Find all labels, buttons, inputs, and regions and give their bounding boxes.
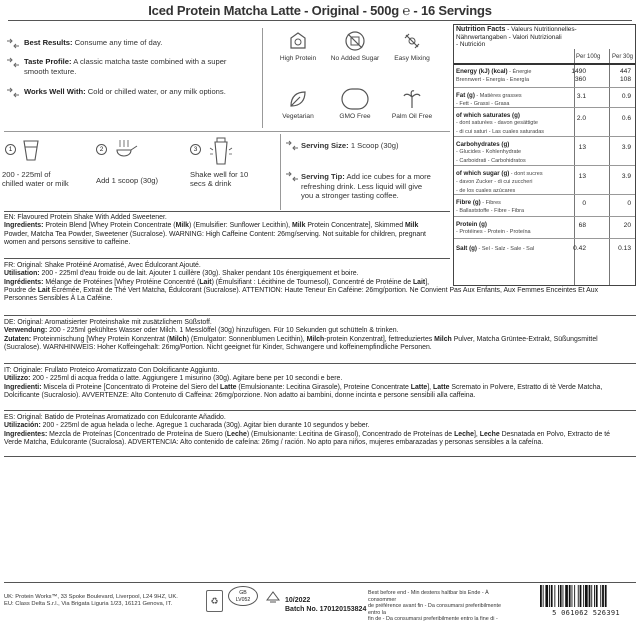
- barcode-bar: [543, 585, 544, 607]
- barcode-bar: [594, 585, 595, 607]
- nutrient-translation: - Glucides - Kohlenhydrate: [456, 149, 522, 156]
- badge-high-protein: [268, 30, 328, 63]
- value-per-30g: 3.9: [621, 144, 631, 151]
- value-per-30g: 447: [619, 68, 631, 75]
- health-mark-country: GB: [239, 590, 247, 596]
- allergen: Milch: [306, 335, 325, 343]
- allergen: Milk: [404, 222, 419, 230]
- section-text: Proteinmischung [Whey Protein Konzentrat (: [31, 335, 170, 343]
- serving-tip-text: refreshing drink. Less liquid will give: [301, 181, 423, 191]
- section-line: ES: Original: Batido de Proteínas Aromatizado con Edulcorante Añadido.: [4, 414, 226, 421]
- nutrient-translation: - dont sucres: [509, 171, 543, 177]
- nutrient-name: Fibre (g): [456, 199, 481, 206]
- barcode-bar: [563, 585, 564, 607]
- nutrient-name: of which saturates (g): [456, 112, 520, 119]
- step-number: 1: [5, 144, 16, 155]
- section-line: (Sucralose). WARNHINWEIS: Hoher Koffeingehalt: 26mg/Portion. Nicht geeignet für Kinder, Schwangere und koffeinempfindliche Personen.: [4, 343, 432, 351]
- serving-tip-text: you a stronger tasting coffee.: [301, 191, 399, 200]
- barcode-bar: [551, 585, 553, 607]
- badge-label: Vegetarian: [282, 113, 314, 120]
- nutrient-translation: - Fett - Grassi - Grasa: [456, 101, 510, 108]
- step-line: chilled water or milk: [2, 179, 69, 188]
- section-label: Ingredients:: [4, 222, 44, 230]
- address-eu: EU: Class Delta S.r.l., Via Brigata Liguria 1/23, 16121 Genova, IT.: [4, 601, 173, 607]
- serving-tip-text: Add ice cubes for a more: [346, 172, 431, 181]
- section-text: Pulver, Matcha Grüntee-Extrakt, Süßungsmittel: [451, 335, 598, 343]
- nutrient-name: of which sugar (g): [456, 170, 510, 177]
- value-per-30g: 0.6: [621, 115, 631, 122]
- nutrition-title: Nutrition Facts: [456, 26, 506, 33]
- nutrition-row-carbohydrates: [454, 138, 635, 166]
- step-line: secs & drink: [190, 179, 232, 188]
- nutrient-translation: - Fibres: [480, 200, 501, 206]
- section-label: Verwendung:: [4, 327, 48, 335]
- nutrient-translation: - dont saturées - davon gesättigte: [456, 120, 538, 127]
- section-divider: [4, 315, 636, 316]
- barcode: [536, 585, 636, 615]
- gmo-free-icon: [341, 88, 369, 110]
- section-line: women and persons sensitive to caffeine.: [4, 238, 131, 246]
- feature-label: Taste Profile:: [24, 57, 72, 66]
- horizontal-divider: [4, 211, 450, 212]
- badge-label: Palm Oil Free: [391, 113, 433, 120]
- allergen: Lait: [199, 278, 212, 286]
- scoop-icon: [112, 138, 138, 162]
- value-per-100g: 13: [578, 173, 586, 180]
- nutrient-translation: - de los cuales azúcares: [456, 187, 516, 194]
- palm-tree-icon: [401, 88, 423, 110]
- feature-text: Consume any time of day.: [74, 38, 163, 47]
- allergen: Leche: [454, 430, 474, 438]
- section-text: (Emulsionante: Lecitina Girasole), Proteine Concentrate: [236, 383, 411, 391]
- section-divider: [4, 363, 636, 364]
- best-before-line: fin de - Da consumarsi preferibilmente entro la fine di -: [368, 616, 498, 623]
- step-line: Add 1 scoop (30g): [96, 176, 159, 185]
- value-per-30g: 20: [623, 222, 631, 229]
- section-line: IT: Originale: Frullato Proteico Aromatizzato Con Dolcificante Aggiunto.: [4, 367, 220, 374]
- nutrient-name: Protein (g): [456, 221, 487, 228]
- frozen-icon: [265, 590, 281, 604]
- column-header-per-100g: Per 100g: [576, 54, 601, 60]
- barcode-bar: [569, 585, 571, 607]
- feature-best-results: [6, 38, 261, 48]
- nutrition-row-fat: [454, 89, 635, 108]
- section-text: ],: [473, 430, 480, 438]
- allergen: Latte: [410, 383, 428, 391]
- serving-size-label: Serving Size:: [301, 141, 349, 150]
- value-per-100g: 360: [574, 76, 586, 83]
- barcode-bar: [600, 585, 601, 607]
- section-text: Desnatada en Polvo, Extracto de té: [499, 430, 610, 438]
- nutrition-row-saturates: [454, 109, 635, 137]
- badge-label: GMO Free: [339, 113, 371, 120]
- section-text: 200 - 225ml di acqua fredda o latte. Aggiungere 1 misurino (30g). Agitare bene per 10 secondi e bere.: [30, 375, 343, 383]
- barcode-bar: [565, 585, 568, 607]
- allergen: Milch: [169, 335, 187, 343]
- section-text: Mezcla de Proteínas [Concentrado de Proteína de Suero (: [47, 430, 227, 438]
- allergen: Lait: [37, 286, 50, 294]
- section-label: Utilisation:: [4, 270, 40, 278]
- step-number: 3: [190, 144, 201, 155]
- feature-text-cont: smooth texture.: [24, 66, 77, 76]
- feature-taste-profile: [6, 57, 261, 76]
- step-line: Shake well for 10: [190, 170, 249, 179]
- nutrient-translation: Brennwert - Energia - Energía: [456, 77, 530, 84]
- section-text: ) (Emulsionante: Lecitina de Girasol), Concentrado de Proteínas de: [246, 430, 455, 438]
- vertical-divider: [262, 28, 263, 128]
- nutrient-name: Energy (kJ) (kcal): [456, 68, 508, 75]
- batch-number: Batch No. 170120153824: [285, 606, 367, 613]
- barcode-bar: [558, 585, 559, 607]
- allergen: Milch: [434, 335, 452, 343]
- section-text: 200 - 225ml gekühltes Wasser oder Milch. 1 Messlöffel (30g) hinzufügen. Für 10 Sekunden gut schütteln & trinken.: [47, 327, 399, 335]
- barcode-bar: [596, 585, 598, 607]
- nutrient-translation: - Énergie: [507, 69, 532, 75]
- protein-icon: [287, 30, 309, 52]
- value-per-30g: 0.9: [621, 93, 631, 100]
- shaker-icon: [208, 136, 234, 166]
- nutrient-name: Carbohydrates (g): [456, 141, 510, 148]
- nutrient-translation: - Sel - Salz - Sale - Sal: [476, 246, 535, 252]
- step-number: 2: [96, 144, 107, 155]
- section-text: 200 - 225ml de agua helada o leche. Agregue 1 cucharada (30g). Agitar bien durante 10 segundos y beber.: [40, 422, 370, 430]
- nutrient-name: Salt (g): [456, 245, 477, 252]
- barcode-bar: [549, 585, 550, 607]
- nutrient-translation: - di cui saturi - Las cuales saturadas: [456, 128, 545, 135]
- barcode-bar: [585, 585, 588, 607]
- nutrition-subtitle: - Nutrición: [456, 41, 486, 48]
- value-per-100g: 13: [578, 144, 586, 151]
- allergen: Leche: [479, 430, 500, 438]
- mixing-icon: [401, 30, 423, 52]
- value-per-100g: 1490: [571, 68, 586, 75]
- step-text: [2, 170, 69, 188]
- section-line: DE: Original: Aromatisierter Proteinshake mit zusätzlichem Süßstoff.: [4, 319, 212, 326]
- allergen: Latte: [220, 383, 237, 391]
- best-before: [368, 590, 513, 623]
- nutrition-subtitle: - Valeurs Nutritionnelles-: [507, 26, 577, 33]
- glass-icon: [20, 138, 42, 162]
- recycle-icon: ♻: [206, 590, 223, 612]
- section-text: Protein Blend [Whey Protein Concentrate (: [43, 222, 176, 230]
- section-line: FR: Original: Shake Protéiné Aromatisé, Avec Édulcorant Ajouté.: [4, 262, 201, 269]
- badge-label: Easy Mixing: [394, 55, 430, 62]
- serving-size-value: 1 Scoop (30g): [350, 141, 399, 150]
- badge-no-added-sugar: [325, 30, 385, 63]
- badge-label: High Protein: [279, 55, 317, 62]
- section-label: Ingrédients:: [4, 278, 44, 286]
- section-english: [4, 214, 636, 247]
- no-sugar-icon: [344, 30, 366, 52]
- allergen: Leche: [226, 430, 247, 438]
- section-spanish: [4, 414, 636, 447]
- section-line: Personnes Sensibles À La Caféine.: [4, 295, 113, 303]
- section-label: Utilizzo:: [4, 375, 31, 383]
- section-text: Protein Concentrate], Skimmed: [305, 222, 405, 230]
- section-label: Utilización:: [4, 422, 41, 430]
- section-text: ) (Emulgator: Sonnenblumen Lecithin),: [186, 335, 307, 343]
- value-per-100g: 2.0: [576, 115, 586, 122]
- step-text: [190, 170, 248, 188]
- serving-tip-label: Serving Tip:: [301, 172, 345, 181]
- serving-size: [301, 141, 399, 151]
- barcode-bar: [605, 585, 607, 607]
- barcode-bar: [583, 585, 584, 607]
- vertical-divider: [280, 134, 281, 210]
- barcode-bar: [545, 585, 548, 607]
- barcode-bar: [589, 585, 591, 607]
- section-label: Ingredienti:: [4, 383, 42, 391]
- section-text: Mélange de Protéines [Whey Protéine Concentré (: [43, 278, 200, 286]
- section-line: Dolcificante (Sucralosio). AVVERTENZE: Alto Contenuto di Caffeina: 26mg/porzione. Non adatto ai bambini, donne incinta e persone sensibili alla caffeina.: [4, 391, 476, 399]
- section-divider: [4, 258, 450, 259]
- badge-label: No Added Sugar: [330, 55, 380, 62]
- best-before-line: Best before end - Min destens haltbar bis Ende - À consommer: [368, 590, 489, 603]
- section-label: Ingredientes:: [4, 430, 48, 438]
- badge-vegetarian: [268, 88, 328, 121]
- value-per-100g: 3.1: [576, 93, 586, 100]
- feature-label: Best Results:: [24, 38, 73, 47]
- step-text: [96, 176, 158, 185]
- title-divider: [8, 20, 632, 21]
- nutrition-row-energy: [454, 66, 635, 88]
- nutrient-translation: - Carboidrati - Carbohidratos: [456, 157, 526, 164]
- allergen: Milk: [292, 222, 306, 230]
- column-header-per-30g: Per 30g: [612, 54, 634, 60]
- best-before-line: de préférence avant fin - Da consumarsi preferibilmente entro la: [368, 603, 502, 616]
- arrows-icon: [6, 88, 20, 97]
- section-line: Powder, Matcha Tea Powder, Sweetener (Sucralose). WARNING: High Caffeine Content: 26mg/serving. Not suitable for children, pregnant: [4, 230, 426, 238]
- value-per-30g: 0: [627, 200, 631, 207]
- arrows-icon: [6, 39, 20, 48]
- footer-divider: [4, 582, 636, 583]
- nutrition-row-sugar: [454, 167, 635, 195]
- nutrient-name: Fat (g): [456, 92, 475, 99]
- serving-tip: [301, 172, 451, 201]
- arrows-icon: [285, 141, 299, 150]
- barcode-bar: [540, 585, 542, 607]
- barcode-bar: [602, 585, 604, 607]
- barcode-bar: [560, 585, 562, 607]
- nutrition-header-rule: [454, 63, 635, 65]
- barcode-bar: [578, 585, 579, 607]
- horizontal-divider: [4, 131, 450, 132]
- allergen: Lait: [412, 278, 426, 286]
- barcode-bar: [580, 585, 582, 607]
- value-per-100g: 0: [582, 200, 586, 207]
- section-line: EN: Flavoured Protein Shake With Added Sweetener.: [4, 214, 167, 221]
- health-mark-code: LV052: [235, 596, 251, 603]
- arrows-icon: [6, 58, 20, 67]
- value-per-30g: 3.9: [621, 173, 631, 180]
- address-uk: UK: Protein Works™, 33 Spoke Boulevard, Liverpool, L24 9HZ, UK.: [4, 594, 178, 600]
- barcode-bar: [554, 585, 555, 607]
- product-title: Iced Protein Matcha Latte - Original - 500g ℮ - 16 Servings: [148, 3, 492, 18]
- badge-palm-oil-free: [382, 88, 442, 121]
- barcode-number: 5 061062 526391: [552, 609, 620, 617]
- value-per-100g: 0.42: [573, 245, 586, 252]
- barcode-bar: [591, 585, 592, 607]
- section-text: ],: [427, 383, 433, 391]
- section-label: Zutaten:: [4, 335, 32, 343]
- step-line: 200 - 225ml of: [2, 170, 51, 179]
- nutrition-subtitle: Nährwertangaben - Valori Nutrizionali: [456, 33, 562, 41]
- leaf-icon: [287, 88, 309, 110]
- badge-gmo-free: [325, 88, 385, 121]
- allergen: Milk: [175, 222, 189, 230]
- value-per-30g: 0.13: [618, 245, 631, 252]
- section-text: Poudre de: [4, 286, 38, 294]
- section-line: Verde Matcha, Edulcorante (Sucralosa). ADVERTENCIA: Alto contenido de cafeína: 26mg / ración. No apto para niños, mujeres embarazadas y personas sensibles a la cafeína.: [4, 438, 544, 446]
- section-text: 200 - 225ml d'eau froide ou de lait. Ajouter 1 cuillère (30g). Shaker pendant 10s énergiquement et boire.: [39, 270, 359, 278]
- section-text: Scremato in Polvere, Estratto di tè Verde Matcha,: [449, 383, 603, 391]
- arrows-icon: [285, 172, 299, 181]
- section-text: Écrémée, Extrait de Thé Vert Matcha, Édulcorant (Sucralose). ATTENTION: Haute Teneur En Caféine: 26mg/portion. Ne Convient Pas Aux Enfants, Aux Femmes Enceintes Et Aux: [49, 286, 599, 294]
- nutrient-translation: - Ballaststoffe - Fibre - Fibra: [456, 208, 525, 215]
- section-french: [4, 262, 636, 303]
- health-mark: [228, 586, 258, 606]
- barcode-bar: [574, 585, 575, 607]
- barcode-bar: [572, 585, 573, 607]
- feature-text: A classic matcha taste combined with a super: [73, 57, 227, 66]
- barcode-bars: [536, 585, 636, 607]
- section-text: ) (Emulsifier: Sunflower Lecithin),: [188, 222, 292, 230]
- section-german: [4, 319, 636, 352]
- address-block: [4, 594, 178, 608]
- value-per-30g: 108: [619, 76, 631, 83]
- feature-label: Works Well With:: [24, 87, 86, 96]
- section-text: ) (Émulsifiant : Lécithine de Tournesol), Concentré de Protéine de: [211, 278, 413, 286]
- section-italian: [4, 367, 636, 400]
- nutrition-heading: [456, 26, 577, 49]
- section-divider: [4, 456, 636, 457]
- section-text: Miscela di Proteine [Concentrato di Proteine del Siero del: [41, 383, 221, 391]
- section-text: ],: [425, 278, 430, 286]
- production-date: 10/2022: [285, 597, 311, 604]
- nutrient-translation: - Matières grasses: [474, 93, 522, 99]
- value-per-100g: 68: [578, 222, 586, 229]
- feature-works-well: [6, 87, 261, 97]
- badge-easy-mixing: [382, 30, 442, 63]
- section-text: -protein Konzentrat], fettreduziertes: [324, 335, 435, 343]
- section-divider: [4, 410, 636, 411]
- nutrient-translation: - davon Zucker - di cui zuccheri: [456, 179, 533, 186]
- allergen: Latte: [432, 383, 450, 391]
- nutrient-translation: - Protéines - Protein - Proteína: [456, 229, 531, 236]
- feature-text: Cold or chilled water, or any milk options.: [87, 87, 226, 96]
